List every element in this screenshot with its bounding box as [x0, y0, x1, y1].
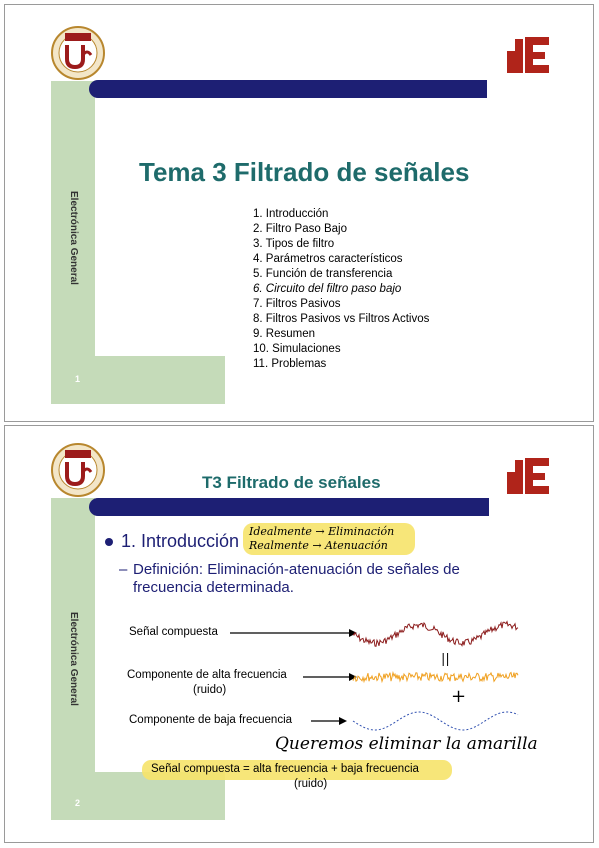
header-bar [89, 80, 487, 98]
band-curve [95, 316, 139, 356]
side-label: Electrónica General [68, 612, 79, 706]
page-number: 1 [75, 374, 81, 384]
label-alta: Componente de alta frecuencia [127, 669, 287, 681]
university-seal-icon [49, 25, 107, 81]
definition-text: – Definición: Eliminación-atenuación de señales de frecuencia determinada. [119, 561, 460, 596]
toc-item: 6. Circuito del filtro paso bajo [253, 283, 402, 295]
toc-item: 11. Problemas [253, 358, 327, 370]
handwritten-note: Realmente → Atenuación [249, 539, 388, 552]
waveform [353, 673, 518, 682]
toc-item: 3. Tipos de filtro [253, 238, 335, 250]
label-ruido: (ruido) [193, 684, 227, 696]
side-label: Electrónica General [68, 191, 79, 285]
toc-item: 9. Resumen [253, 328, 316, 340]
toc-item: 4. Parámetros característicos [253, 253, 403, 265]
composite-signal [353, 616, 518, 652]
dash: – [119, 561, 128, 578]
handwritten-note: Queremos eliminar la amarilla [275, 734, 538, 754]
high-frequency-signal [353, 670, 518, 684]
page-number: 2 [75, 798, 81, 808]
bullet-text: 1. Introducción [121, 531, 240, 551]
label-compuesta: Señal compuesta [129, 626, 218, 638]
equation [151, 763, 419, 775]
eq-baja: baja frecuencia [340, 763, 419, 775]
slide-title: T3 Filtrado de señales [202, 473, 381, 492]
de-logo-icon [505, 35, 551, 75]
toc-item: 8. Filtros Pasivos vs Filtros Activos [253, 313, 430, 325]
label-baja: Componente de baja frecuencia [129, 714, 293, 726]
waveform [353, 622, 518, 647]
eq-plus: + [330, 763, 338, 775]
slide-title: Tema 3 Filtrado de señales [139, 157, 470, 187]
eq-alta: alta frecuencia [252, 763, 328, 775]
waveform [353, 712, 518, 730]
toc-item: 5. Función de transferencia [253, 268, 393, 280]
low-frequency-signal [353, 708, 518, 734]
slide-1 [4, 4, 594, 422]
equation-ruido: (ruido) [294, 778, 328, 790]
toc-item: 2. Filtro Paso Bajo [253, 223, 347, 235]
eq-left: Señal compuesta = [151, 763, 250, 775]
toc-item: 10. Simulaciones [253, 343, 341, 355]
handwritten-note: Idealmente → Eliminación [249, 525, 395, 538]
handwritten-plus: + [451, 686, 467, 707]
handwritten-equals: || [441, 652, 450, 667]
slide-2 [4, 425, 594, 843]
toc-item: 1. Introducción [253, 208, 329, 220]
table-of-contents [253, 207, 429, 372]
toc-item: 7. Filtros Pasivos [253, 298, 341, 310]
